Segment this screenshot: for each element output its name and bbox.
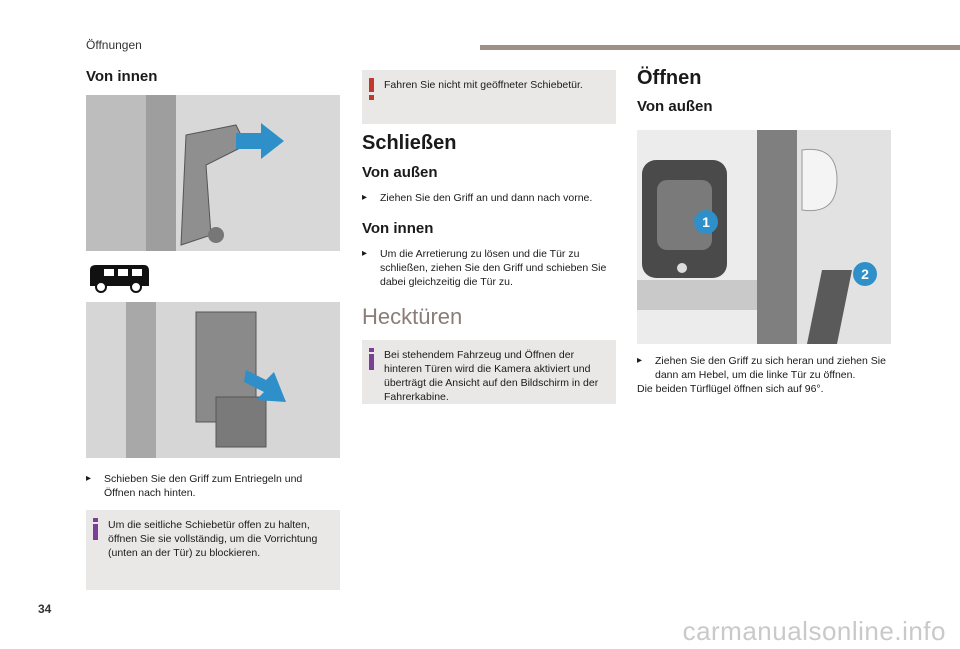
- rear-door-handle-image: [637, 130, 891, 344]
- heading-von-innen: Von innen: [86, 68, 158, 85]
- van-icon: [86, 262, 152, 299]
- bullet-col1: [86, 472, 336, 500]
- page-number: 34: [38, 602, 52, 616]
- info-note-col2: [362, 340, 616, 404]
- info-icon: [368, 348, 376, 374]
- bullet-col1-text: Schieben Sie den Griff zum Entriegeln und Öffnen nach hinten.: [104, 473, 303, 499]
- bullet-marker-icon: ▸: [86, 473, 92, 484]
- subheading-von-innen: Von innen: [362, 220, 434, 237]
- bullet-col2-2-text: Um die Arretierung zu lösen und die Tür zu schließen, ziehen Sie den Griff und schieben Sie dabei gleichzeitig die Tür zu.: [380, 248, 607, 288]
- callout-2-icon: 2: [853, 262, 877, 286]
- subheading-von-aussen: Von außen: [362, 164, 438, 181]
- bullet-col3-text: Ziehen Sie den Griff zu sich heran und ziehen Sie dann am Hebel, um die linke Tür zu öffnen.: [655, 355, 886, 381]
- door-opening-angle-text: Die beiden Türflügel öffnen sich auf 96°.: [637, 383, 824, 395]
- bullet-col3: [637, 354, 891, 382]
- callout-1-icon: 1: [694, 210, 718, 234]
- heading-oeffnen: Öffnen: [637, 67, 702, 89]
- bullet-marker-icon: ▸: [362, 192, 368, 203]
- heading-hecktueren: Hecktüren: [362, 304, 463, 329]
- bullet-col2-2: [362, 247, 616, 289]
- heading-schliessen: Schließen: [362, 132, 457, 154]
- bullet-col2-1-text: Ziehen Sie den Griff an und dann nach vorne.: [380, 192, 593, 204]
- info-note-col1-text: Um die seitliche Schiebetür offen zu halten, öffnen Sie sie vollständig, um die Vorrichtung (unten an der Tür) zu blockieren.: [108, 519, 318, 559]
- bullet-marker-icon: ▸: [362, 248, 368, 259]
- warning-note: [362, 70, 616, 124]
- bullet-marker-icon: ▸: [637, 355, 643, 366]
- sliding-door-handle-image: [86, 95, 340, 251]
- subheading-von-aussen: Von außen: [637, 98, 713, 115]
- header-bar: [480, 45, 960, 50]
- sliding-door-lock-image: [86, 302, 340, 458]
- warning-note-text: Fahren Sie nicht mit geöffneter Schiebetür.: [384, 79, 583, 91]
- section-title: Öffnungen: [86, 38, 142, 52]
- watermark: carmanualsonline.info: [682, 616, 946, 646]
- warning-icon: [368, 78, 376, 104]
- info-note-col2-text: Bei stehendem Fahrzeug und Öffnen der hinteren Türen wird die Kamera aktiviert und überträgt die Ansicht auf den Bildschirm in der Fahrerkabine.: [384, 349, 599, 403]
- info-icon: [92, 518, 100, 544]
- info-note-col1: [86, 510, 340, 590]
- bullet-col2-1: [362, 191, 616, 205]
